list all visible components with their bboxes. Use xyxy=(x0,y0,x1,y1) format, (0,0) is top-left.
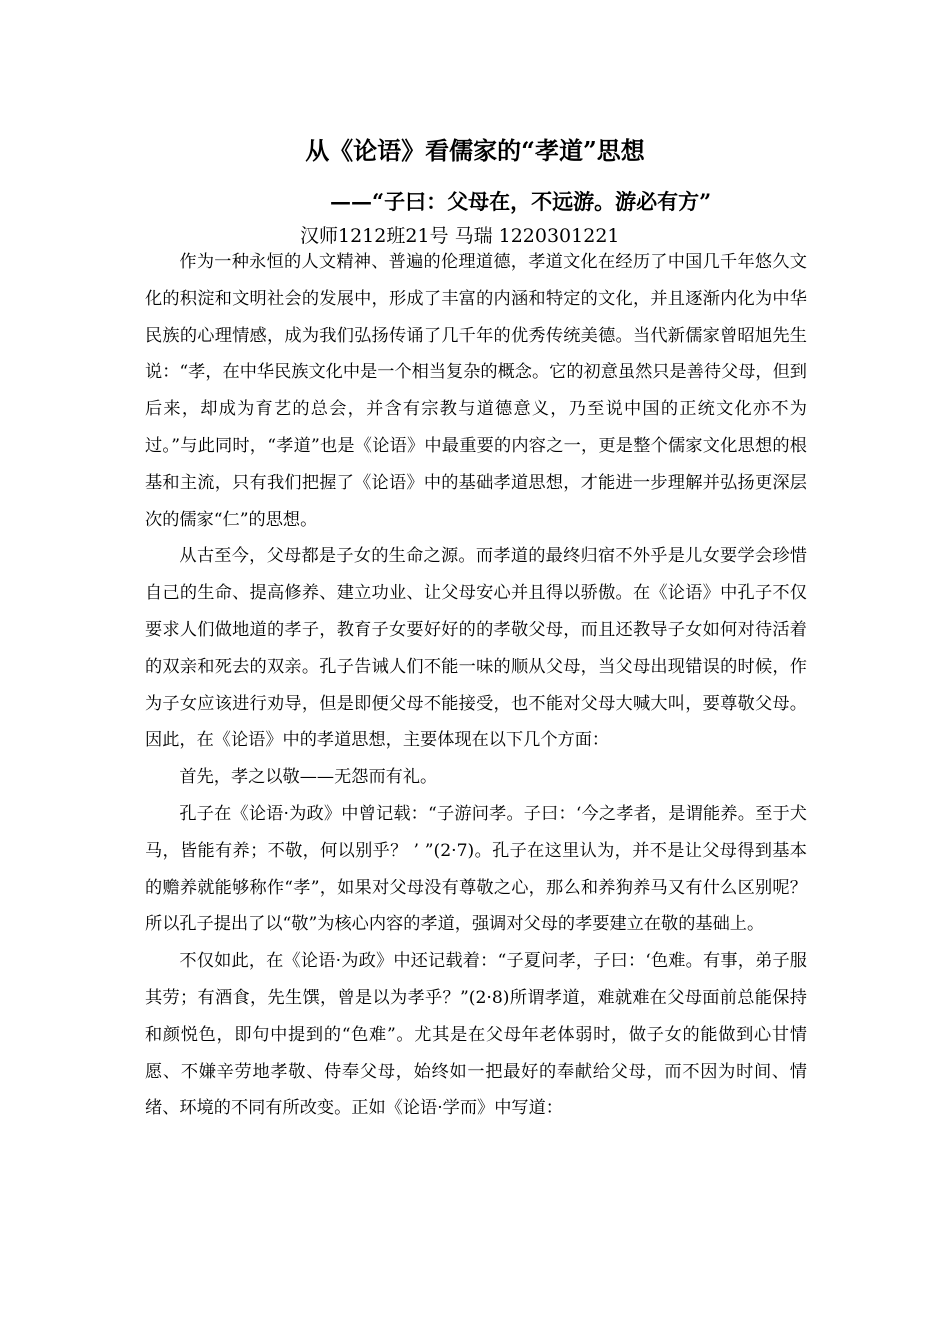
author-line: 汉师1212班21号 马瑞 1220301221 xyxy=(300,225,620,247)
document-title: 从《论语》看儒家的“孝道”思想 xyxy=(305,136,645,165)
paragraph: 不仅如此，在《论语·为政》中还记载着：“子夏问孝，子曰：‘色难。有事，弟子服其劳；有酒食，先生馔，曾是以为孝乎？”(2·8)所谓孝道，难就难在父母面前总能保持和颜悦色，即句中提到的“色难”。尤其是在父母年老体弱时，做子女的能做到心甘情愿、不嫌辛劳地孝敬、侍奉父母，始终如一把最好的奉献给父母，而不因为时间、情绪、环境的不同有所改变。正如《论语·学而》中写道： xyxy=(145,951,807,1119)
paragraph: 作为一种永恒的人文精神、普遍的伦理道德，孝道文化在经历了中国几千年悠久文化的积淀和文明社会的发展中，形成了丰富的内涵和特定的文化，并且逐渐内化为中华民族的心理情感，成为我们弘扬传诵了几千年的优秀传统美德。当代新儒家曾昭旭先生说：“孝，在中华民族文化中是一个相当复杂的概念。它的初意虽然只是善待父母，但到后来，却成为育艺的总会，并含有宗教与道德意义，乃至说中国的正统文化亦不为过。”与此同时，“孝道”也是《论语》中最重要的内容之一，更是整个儒家文化思想的根基和主流，只有我们把握了《论语》中的基础孝道思想，才能进一步理解并弘扬更深层次的儒家“仁”的思想。 xyxy=(145,252,807,530)
paragraph: 孔子在《论语·为政》中曾记载：“子游问孝。子曰：‘今之孝者，是谓能养。至于犬马，皆能有养；不敬，何以别乎？ ’ ”(2·7)。孔子在这里认为，并不是让父母得到基本的赡养就能够称作“孝”，如果对父母没有尊敬之心，那么和养狗养马又有什么区别呢？所以孔子提出了以“敬”为核心内容的孝道，强调对父母的孝要建立在敬的基础上。 xyxy=(145,803,807,935)
paragraph: 首先，孝之以敬——无怨而有礼。 xyxy=(179,767,438,788)
paragraph: 从古至今，父母都是子女的生命之源。而孝道的最终归宿不外乎是儿女要学会珍惜自己的生命、提高修养、建立功业、让父母安心并且得以骄傲。在《论语》中孔子不仅要求人们做地道的孝子，教育子女要好好的的孝敬父母，而且还教导子女如何对待活着的双亲和死去的双亲。孔子告诫人们不能一味的顺从父母，当父母出现错误的时候，作为子女应该进行劝导，但是即便父母不能接受，也不能对父母大喊大叫，要尊敬父母。因此，在《论语》中的孝道思想，主要体现在以下几个方面： xyxy=(145,546,807,751)
body-text xyxy=(145,244,807,1127)
document-subtitle: ——“子曰：父母在，不远游。游必有方” xyxy=(330,189,712,214)
